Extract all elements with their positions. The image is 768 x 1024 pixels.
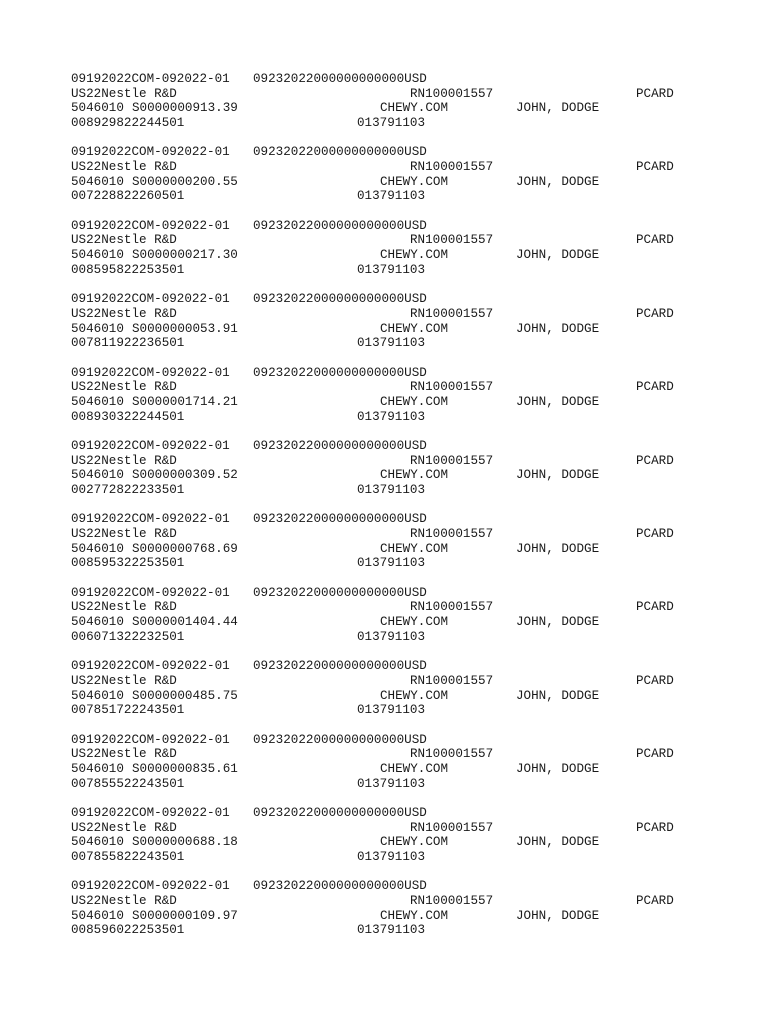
transaction-record (71, 586, 691, 659)
record-line-4 (71, 850, 691, 865)
company-name: US22Nestle R&D (71, 600, 177, 615)
card-type: PCARD (636, 893, 674, 908)
record-line-1 (71, 439, 691, 454)
cardholder-name: JOHN, DODGE (516, 248, 600, 263)
record-line-4 (71, 483, 691, 498)
company-name: US22Nestle R&D (71, 893, 177, 908)
company-name: US22Nestle R&D (71, 527, 177, 542)
account-code: 5046010 (71, 541, 124, 556)
record-line-3 (71, 175, 691, 190)
document-number: 008596022253501 (71, 923, 185, 938)
amount: S0000000109.97 (132, 908, 238, 923)
batch-id: 09192022COM-092022-01 (71, 438, 230, 453)
rn-number: RN100001557 (410, 233, 494, 248)
company-name: US22Nestle R&D (71, 453, 177, 468)
reference-code: 09232022000000000000USD (253, 512, 427, 527)
document-number: 006071322232501 (71, 629, 185, 644)
rn-number: RN100001557 (410, 86, 494, 101)
record-line-1 (71, 586, 691, 601)
company-name: US22Nestle R&D (71, 160, 177, 175)
record-line-3 (71, 248, 691, 263)
cardholder-name: JOHN, DODGE (516, 321, 600, 336)
employee-id: 013791103 (357, 189, 426, 204)
vendor-name: CHEWY.COM (380, 248, 449, 263)
account-code: 5046010 (71, 908, 124, 923)
record-line-4 (71, 630, 691, 645)
record-line-2 (71, 527, 691, 542)
batch-id: 09192022COM-092022-01 (71, 659, 230, 674)
batch-id: 09192022COM-092022-01 (71, 732, 230, 747)
company-name: US22Nestle R&D (71, 747, 177, 762)
reference-code: 09232022000000000000USD (253, 218, 427, 233)
transaction-record (71, 292, 691, 365)
record-line-2 (71, 307, 691, 322)
document-number: 007855522243501 (71, 776, 185, 791)
amount: S0000001714.21 (132, 394, 238, 409)
cardholder-name: JOHN, DODGE (516, 541, 600, 556)
transaction-record (71, 72, 691, 145)
reference-code: 09232022000000000000USD (253, 585, 427, 600)
reference-code: 09232022000000000000USD (253, 145, 427, 160)
record-line-2 (71, 380, 691, 395)
record-line-1 (71, 806, 691, 821)
amount: S0000001404.44 (132, 615, 238, 630)
company-name: US22Nestle R&D (71, 306, 177, 321)
card-type: PCARD (636, 527, 674, 542)
vendor-name: CHEWY.COM (380, 615, 449, 630)
transaction-record (71, 512, 691, 585)
record-line-4 (71, 189, 691, 204)
amount: S0000000835.61 (132, 761, 238, 776)
record-line-2 (71, 747, 691, 762)
record-line-2 (71, 821, 691, 836)
record-line-1 (71, 879, 691, 894)
account-code: 5046010 (71, 615, 124, 630)
employee-id: 013791103 (357, 556, 426, 571)
record-list (71, 72, 691, 953)
record-line-4 (71, 556, 691, 571)
employee-id: 013791103 (357, 116, 426, 131)
rn-number: RN100001557 (410, 820, 494, 835)
transaction-record (71, 733, 691, 806)
document-number: 002772822233501 (71, 483, 185, 498)
batch-id: 09192022COM-092022-01 (71, 292, 230, 307)
batch-id: 09192022COM-092022-01 (71, 805, 230, 820)
batch-id: 09192022COM-092022-01 (71, 145, 230, 160)
document-number: 007851722243501 (71, 703, 185, 718)
rn-number: RN100001557 (410, 893, 494, 908)
record-line-1 (71, 659, 691, 674)
record-line-2 (71, 160, 691, 175)
cardholder-name: JOHN, DODGE (516, 688, 600, 703)
account-code: 5046010 (71, 761, 124, 776)
vendor-name: CHEWY.COM (380, 394, 449, 409)
amount: S0000000913.39 (132, 101, 238, 116)
card-type: PCARD (636, 160, 674, 175)
vendor-name: CHEWY.COM (380, 761, 449, 776)
transaction-record (71, 219, 691, 292)
card-type: PCARD (636, 820, 674, 835)
account-code: 5046010 (71, 248, 124, 263)
transaction-record (71, 439, 691, 512)
vendor-name: CHEWY.COM (380, 688, 449, 703)
rn-number: RN100001557 (410, 306, 494, 321)
batch-id: 09192022COM-092022-01 (71, 72, 230, 86)
record-line-3 (71, 322, 691, 337)
record-line-3 (71, 835, 691, 850)
card-type: PCARD (636, 453, 674, 468)
record-line-3 (71, 468, 691, 483)
record-line-1 (71, 219, 691, 234)
rn-number: RN100001557 (410, 527, 494, 542)
card-type: PCARD (636, 306, 674, 321)
vendor-name: CHEWY.COM (380, 835, 449, 850)
transaction-record (71, 879, 691, 952)
rn-number: RN100001557 (410, 453, 494, 468)
cardholder-name: JOHN, DODGE (516, 835, 600, 850)
transaction-record (71, 659, 691, 732)
reference-code: 09232022000000000000USD (253, 72, 427, 86)
card-type: PCARD (636, 233, 674, 248)
reference-code: 09232022000000000000USD (253, 732, 427, 747)
reference-code: 09232022000000000000USD (253, 365, 427, 380)
record-line-1 (71, 733, 691, 748)
employee-id: 013791103 (357, 483, 426, 498)
record-line-4 (71, 777, 691, 792)
rn-number: RN100001557 (410, 673, 494, 688)
company-name: US22Nestle R&D (71, 233, 177, 248)
account-code: 5046010 (71, 101, 124, 116)
document-number: 007228822260501 (71, 189, 185, 204)
cardholder-name: JOHN, DODGE (516, 394, 600, 409)
record-line-1 (71, 512, 691, 527)
employee-id: 013791103 (357, 262, 426, 277)
record-line-3 (71, 762, 691, 777)
record-line-2 (71, 674, 691, 689)
record-line-2 (71, 454, 691, 469)
record-line-3 (71, 909, 691, 924)
employee-id: 013791103 (357, 336, 426, 351)
rn-number: RN100001557 (410, 747, 494, 762)
record-line-4 (71, 410, 691, 425)
account-code: 5046010 (71, 174, 124, 189)
record-line-3 (71, 689, 691, 704)
record-line-3 (71, 395, 691, 410)
record-line-1 (71, 366, 691, 381)
record-line-4 (71, 263, 691, 278)
batch-id: 09192022COM-092022-01 (71, 512, 230, 527)
transaction-record (71, 806, 691, 879)
transaction-record (71, 145, 691, 218)
rn-number: RN100001557 (410, 600, 494, 615)
reference-code: 09232022000000000000USD (253, 438, 427, 453)
document-number: 008595322253501 (71, 556, 185, 571)
employee-id: 013791103 (357, 923, 426, 938)
record-line-3 (71, 615, 691, 630)
document-number: 008595822253501 (71, 262, 185, 277)
cardholder-name: JOHN, DODGE (516, 468, 600, 483)
company-name: US22Nestle R&D (71, 673, 177, 688)
record-line-1 (71, 145, 691, 160)
document-number: 008929822244501 (71, 116, 185, 131)
document-number: 008930322244501 (71, 409, 185, 424)
record-line-2 (71, 894, 691, 909)
reference-code: 09232022000000000000USD (253, 659, 427, 674)
account-code: 5046010 (71, 835, 124, 850)
record-line-2 (71, 600, 691, 615)
record-line-4 (71, 116, 691, 131)
account-code: 5046010 (71, 321, 124, 336)
record-line-1 (71, 72, 691, 87)
card-type: PCARD (636, 600, 674, 615)
employee-id: 013791103 (357, 703, 426, 718)
vendor-name: CHEWY.COM (380, 908, 449, 923)
card-type: PCARD (636, 673, 674, 688)
record-line-2 (71, 87, 691, 102)
rn-number: RN100001557 (410, 380, 494, 395)
vendor-name: CHEWY.COM (380, 101, 449, 116)
record-line-4 (71, 336, 691, 351)
record-line-4 (71, 923, 691, 938)
vendor-name: CHEWY.COM (380, 321, 449, 336)
vendor-name: CHEWY.COM (380, 468, 449, 483)
amount: S0000000217.30 (132, 248, 238, 263)
record-line-1 (71, 292, 691, 307)
account-code: 5046010 (71, 394, 124, 409)
batch-id: 09192022COM-092022-01 (71, 879, 230, 894)
rn-number: RN100001557 (410, 160, 494, 175)
batch-id: 09192022COM-092022-01 (71, 585, 230, 600)
batch-id: 09192022COM-092022-01 (71, 218, 230, 233)
document-number: 007811922236501 (71, 336, 185, 351)
reference-code: 09232022000000000000USD (253, 805, 427, 820)
account-code: 5046010 (71, 468, 124, 483)
card-type: PCARD (636, 86, 674, 101)
card-type: PCARD (636, 380, 674, 395)
cardholder-name: JOHN, DODGE (516, 615, 600, 630)
card-type: PCARD (636, 747, 674, 762)
amount: S0000000309.52 (132, 468, 238, 483)
reference-code: 09232022000000000000USD (253, 292, 427, 307)
employee-id: 013791103 (357, 629, 426, 644)
company-name: US22Nestle R&D (71, 86, 177, 101)
company-name: US22Nestle R&D (71, 380, 177, 395)
vendor-name: CHEWY.COM (380, 174, 449, 189)
amount: S0000000053.91 (132, 321, 238, 336)
cardholder-name: JOHN, DODGE (516, 908, 600, 923)
amount: S0000000688.18 (132, 835, 238, 850)
batch-id: 09192022COM-092022-01 (71, 365, 230, 380)
amount: S0000000200.55 (132, 174, 238, 189)
amount: S0000000768.69 (132, 541, 238, 556)
document-number: 007855822243501 (71, 849, 185, 864)
cardholder-name: JOHN, DODGE (516, 761, 600, 776)
employee-id: 013791103 (357, 849, 426, 864)
amount: S0000000485.75 (132, 688, 238, 703)
vendor-name: CHEWY.COM (380, 541, 449, 556)
record-line-3 (71, 101, 691, 116)
transaction-record (71, 366, 691, 439)
reference-code: 09232022000000000000USD (253, 879, 427, 894)
cardholder-name: JOHN, DODGE (516, 101, 600, 116)
company-name: US22Nestle R&D (71, 820, 177, 835)
record-line-3 (71, 542, 691, 557)
account-code: 5046010 (71, 688, 124, 703)
employee-id: 013791103 (357, 409, 426, 424)
record-line-2 (71, 233, 691, 248)
record-line-4 (71, 703, 691, 718)
cardholder-name: JOHN, DODGE (516, 174, 600, 189)
employee-id: 013791103 (357, 776, 426, 791)
